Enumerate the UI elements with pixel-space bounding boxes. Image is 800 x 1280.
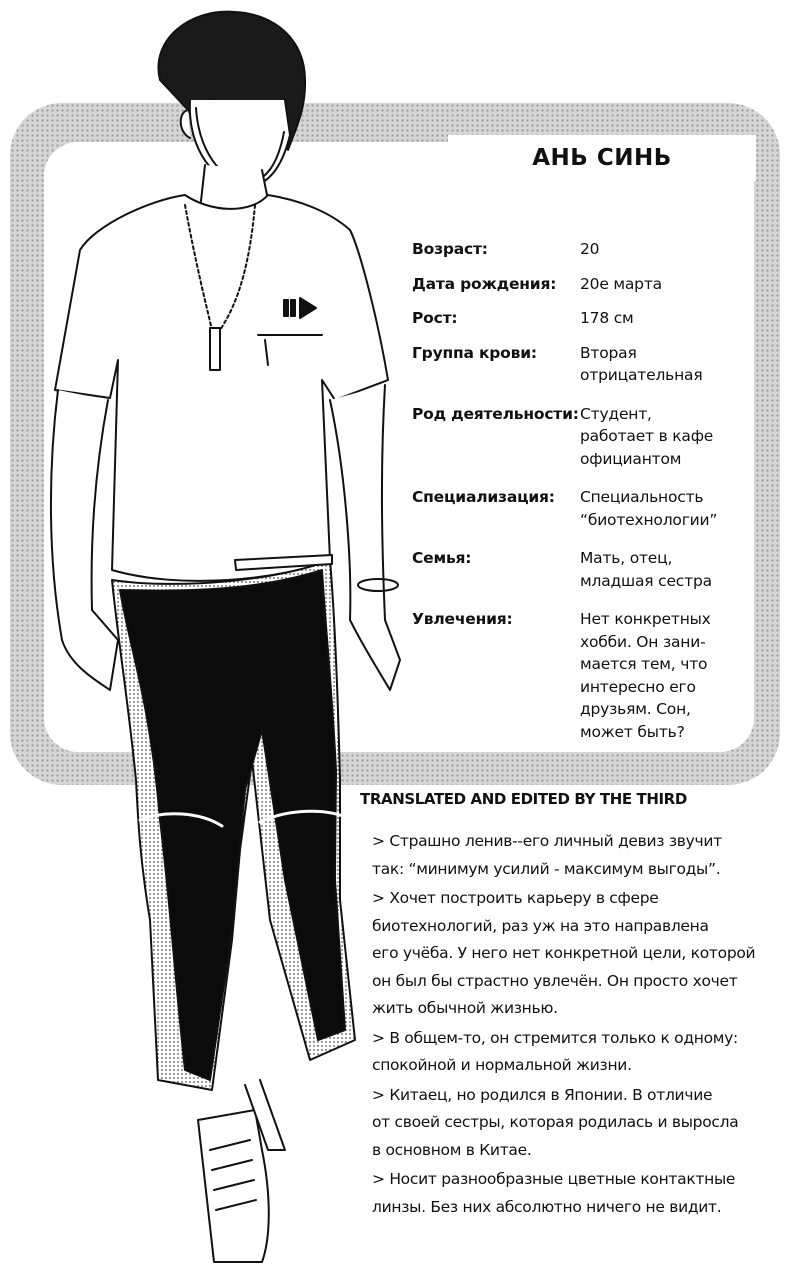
notes-list xyxy=(372,828,772,1223)
field-value xyxy=(580,608,782,743)
note-line: спокойной и нормальной жизни. xyxy=(372,1056,632,1074)
note-item xyxy=(372,1166,772,1221)
profile-field-row xyxy=(412,238,782,261)
field-value-line: 20е марта xyxy=(580,274,662,293)
note-line: его учёба. У него нет конкретной цели, которой xyxy=(372,944,756,962)
field-label: Дата рождения: xyxy=(412,274,557,293)
field-label: Семья: xyxy=(412,549,472,567)
field-value-line: “биотехнологии” xyxy=(580,510,718,529)
note-line: от своей сестры, которая родилась и выросла xyxy=(372,1113,739,1131)
field-value-line: 178 см xyxy=(580,309,634,327)
field-value xyxy=(580,307,782,330)
note-line: > Страшно ленив--его личный девиз звучит xyxy=(372,832,722,850)
field-value xyxy=(580,238,782,261)
profile-field-row xyxy=(412,342,782,387)
field-value-line: интересно его xyxy=(580,677,696,696)
field-value-line: Нет конкретных xyxy=(580,610,711,628)
field-label: Род деятельности: xyxy=(412,404,579,423)
character-name: АНЬ СИНЬ xyxy=(532,145,672,171)
field-value xyxy=(580,547,782,592)
field-value xyxy=(580,403,782,471)
field-value-line: отрицательная xyxy=(580,366,703,384)
field-value xyxy=(580,486,782,531)
note-line: он был бы страстно увлечён. Он просто хочет xyxy=(372,971,738,990)
credit-line: TRANSLATED AND EDITED BY THE THIRD xyxy=(360,790,687,808)
field-value-line: 20 xyxy=(580,240,600,258)
field-label: Увлечения: xyxy=(412,610,513,628)
field-value-line: Специальность xyxy=(580,488,704,506)
field-value-line: младшая сестра xyxy=(580,571,712,590)
profile-field-row xyxy=(412,273,782,296)
note-item xyxy=(372,1082,772,1165)
note-line: > Носит разнообразные цветные контактные xyxy=(372,1170,736,1188)
field-value-line: Вторая xyxy=(580,343,637,362)
profile-field-row xyxy=(412,547,782,592)
field-value-line: мается тем, что xyxy=(580,655,708,673)
note-item xyxy=(372,828,772,883)
field-value xyxy=(580,273,782,296)
note-line: биотехнологий, раз уж на это направлена xyxy=(372,916,709,935)
note-line: > Китаец, но родился в Японии. В отличие xyxy=(372,1085,713,1104)
field-value-line: может быть? xyxy=(580,722,685,741)
note-line: в основном в Китае. xyxy=(372,1140,532,1159)
profile-field-row xyxy=(412,486,782,531)
profile-fields xyxy=(412,238,782,743)
note-line: линзы. Без них абсолютно ничего не видит. xyxy=(372,1197,722,1216)
note-line: жить обычной жизнью. xyxy=(372,999,558,1017)
field-label: Группа крови: xyxy=(412,343,537,362)
field-label: Возраст: xyxy=(412,240,488,258)
field-label: Специализация: xyxy=(412,488,555,506)
field-value-line: хобби. Он зани- xyxy=(580,632,706,651)
field-label: Рост: xyxy=(412,309,458,327)
profile-field-row xyxy=(412,403,782,471)
profile-field-row xyxy=(412,307,782,330)
field-value-line: работает в кафе xyxy=(580,427,714,445)
field-value-line: Студент, xyxy=(580,404,652,423)
note-line: > В общем-то, он стремится только к одному: xyxy=(372,1028,738,1047)
field-value-line: официантом xyxy=(580,449,682,468)
field-value-line: друзьям. Сон, xyxy=(580,700,691,718)
note-item xyxy=(372,885,772,1023)
note-item xyxy=(372,1025,772,1080)
note-line: > Хочет построить карьеру в сфере xyxy=(372,889,659,907)
profile-field-row xyxy=(412,608,782,743)
field-value xyxy=(580,342,782,387)
field-value-line: Мать, отец, xyxy=(580,549,673,567)
note-line: так: “минимум усилий - максимум выгоды”. xyxy=(372,859,721,878)
